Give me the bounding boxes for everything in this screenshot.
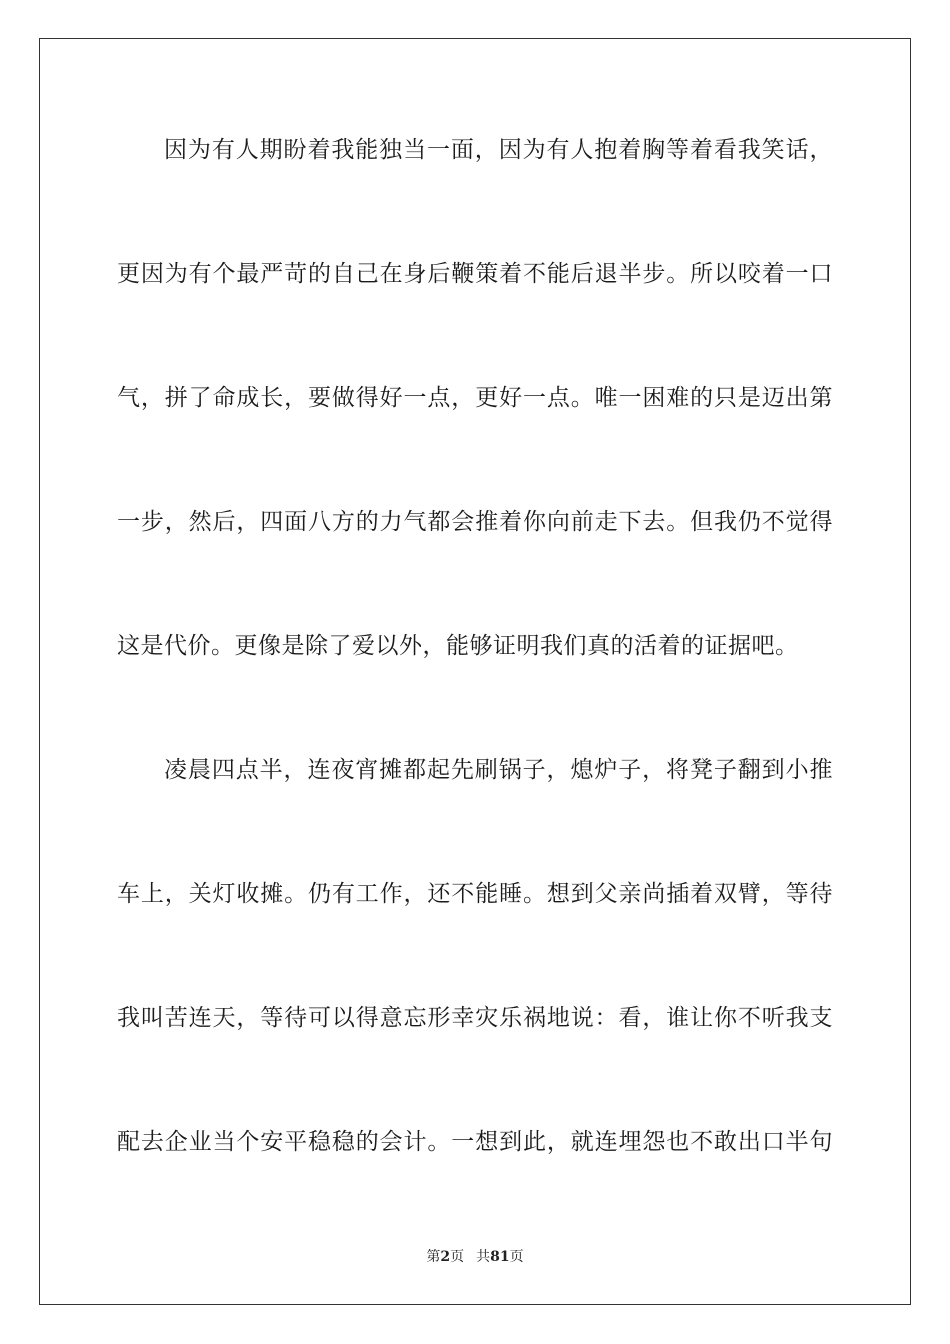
text-line-1: 因为有人期盼着我能独当一面，因为有人抱着胸等着看我笑话，	[164, 137, 833, 163]
page-suffix: 页	[450, 1249, 465, 1265]
total-pages: 81	[490, 1249, 510, 1265]
text-line-6: 凌晨四点半，连夜宵摊都起先刷锅子，熄炉子，将凳子翻到小推	[164, 757, 833, 783]
total-suffix: 页	[509, 1249, 524, 1265]
page-number: 2	[440, 1249, 451, 1265]
text-line-8: 我叫苦连天，等待可以得意忘形幸灾乐祸地说：看，谁让你不听我支	[117, 1005, 833, 1031]
text-line-2: 更因为有个最严苛的自己在身后鞭策着不能后退半步。所以咬着一口	[117, 261, 833, 287]
page-prefix: 第	[426, 1249, 441, 1265]
text-line-3: 气，拼了命成长，要做得好一点，更好一点。唯一困难的只是迈出第	[117, 385, 833, 411]
text-line-4: 一步，然后，四面八方的力气都会推着你向前走下去。但我仍不觉得	[117, 509, 833, 535]
text-line-5: 这是代价。更像是除了爱以外，能够证明我们真的活着的证据吧。	[117, 633, 799, 659]
text-line-7: 车上，关灯收摊。仍有工作，还不能睡。想到父亲尚插着双臂，等待	[117, 881, 833, 907]
text-line-9: 配去企业当个安平稳稳的会计。一想到此，就连埋怨也不敢出口半句	[117, 1129, 833, 1155]
page-footer	[0, 1247, 950, 1267]
page-border	[39, 38, 911, 1305]
total-prefix: 共	[476, 1249, 491, 1265]
